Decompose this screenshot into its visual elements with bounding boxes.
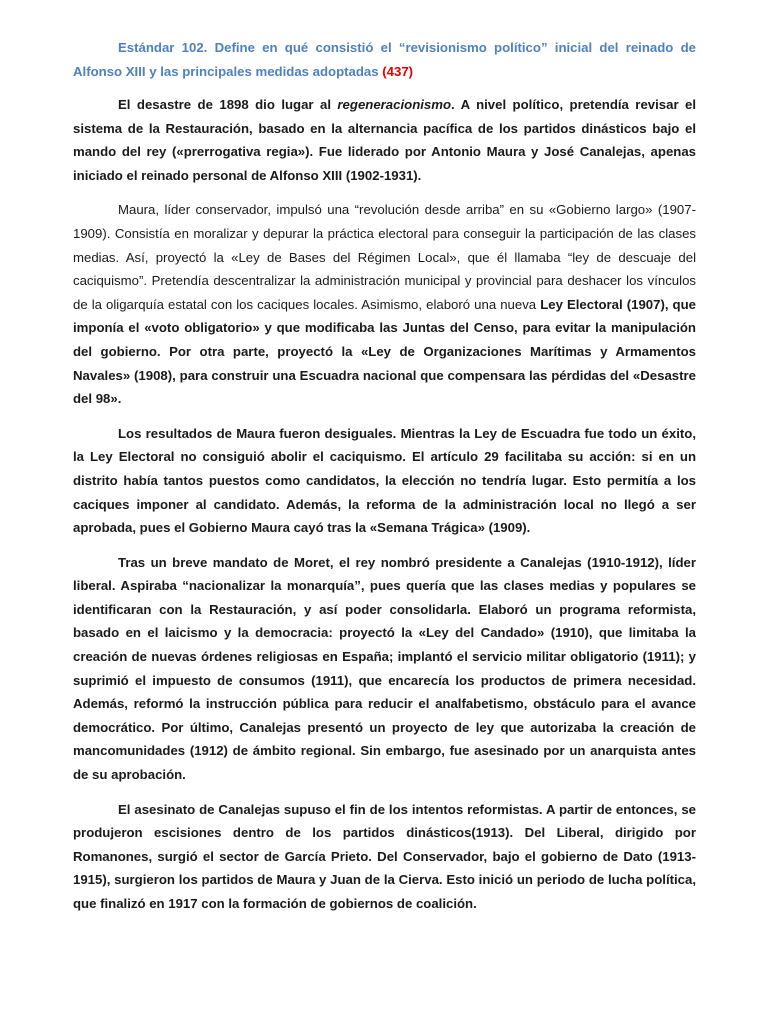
text-run: prerrogativa regia (183, 144, 298, 160)
document-body (73, 93, 696, 916)
page-reference: (437) (382, 64, 414, 79)
body-paragraph (73, 198, 696, 410)
text-run: »). Fue liderado por Antonio Maura y José Canalejas, apenas iniciado el reinado personal de Alfonso XIII (1902-1931). (73, 144, 697, 183)
body-paragraph (73, 422, 696, 540)
text-run: Maura, líder conservador, impulsó una “revolución desde arriba” en su «Gobierno largo» (1907-1909). (73, 202, 696, 241)
body-paragraph (73, 798, 696, 916)
text-run: Consistía en moralizar y depurar la práctica electoral para conseguir la participación de las clases medias. Así, proyectó la «Ley de Bases del Régimen Local», que él llamaba “ley de descuaje del caciquismo”. Pretendía descentralizar la administración municipal y provincial para deshacer los vínculos de la oligarquía estatal con los caciques locales. Asimismo, elaboró una nueva (73, 225, 696, 312)
text-run: . A nivel político, pretendía revisar el sistema de la Restauración, basado en la alternancia pacífica de los partidos dinásticos bajo el mando del rey (« (73, 97, 696, 160)
text-run: El desastre de 1898 dio lugar al (118, 97, 338, 112)
text-run: Los resultados de Maura fueron desiguales. Mientras la Ley de Escuadra fue todo un éxito, la Ley Electoral no consiguió abolir el caciquismo. El artículo 29 facilitaba su acción: si en un distrito había tantos puestos como candidatos, la elección no tendría lugar. Esto permitía a los caciques imponer al candidato. Además, la reforma de la administración local no llegó a ser aprobada, pues el Gobierno Maura cayó tras la «Semana Trágica» (1909). (73, 425, 696, 536)
text-run: regeneracionismo (337, 97, 452, 112)
text-run: El asesinato de Canalejas supuso el fin de los intentos reformistas. A partir de entonces, se produjeron escisiones dentro de los partidos dinásticos(1913). Del Liberal, dirigido por Romanones, surgió el sector de García Prieto. Del Conservador, bajo el gobierno de Dato (1913-1915), surgieron los partidos de Maura y Juan de la Cierva. Esto inició un periodo de lucha política, que finalizó en 1917 con la formación de gobiernos de coalición. (73, 801, 696, 911)
text-run: Tras un breve mandato de Moret, el rey nombró presidente a Canalejas (1910-1912), líder liberal. Aspiraba “nacionalizar la monarquía”, pues quería que las clases medias y populares se identificaran con la Restauración, y así poder consolidarla. Elaboró un programa reformista, basado en el laicismo y la democracia: proyectó la «Ley del Candado» (1910), que limitaba la creación de nuevas órdenes religiosas en España; implantó el servicio militar obligatorio (1911); y suprimió el impuesto de consumos (1911), que encarecía los productos de primera necesidad. Además, reformó la instrucción pública para reducir el analfabetismo, obstáculo para el avance democrático. Por último, Canalejas presentó un proyecto de ley que autorizaba la creación de mancomunidades (1912) de ámbito regional. Sin embargo, fue asesinado por un anarquista antes de su aprobación. (73, 554, 696, 783)
heading-text: Estándar 102. Define en qué consistió el “revisionismo político” inicial del reinado de Alfonso XIII y las principales medidas adoptadas (73, 40, 696, 79)
body-paragraph (73, 93, 696, 187)
text-run: (1907), que imponía el «voto obligatorio» y que modificaba las Juntas del Censo, para evitar la manipulación del gobierno. Por otra parte, proyectó la «Ley de Organizaciones Marítimas y Armamentos Navales» (1908), para construir una Escuadra nacional que compensara las pérdidas del «Desastre del 98». (73, 296, 696, 407)
body-paragraph (73, 551, 696, 787)
standard-heading (73, 36, 696, 84)
text-run: Ley Electoral (540, 296, 623, 312)
